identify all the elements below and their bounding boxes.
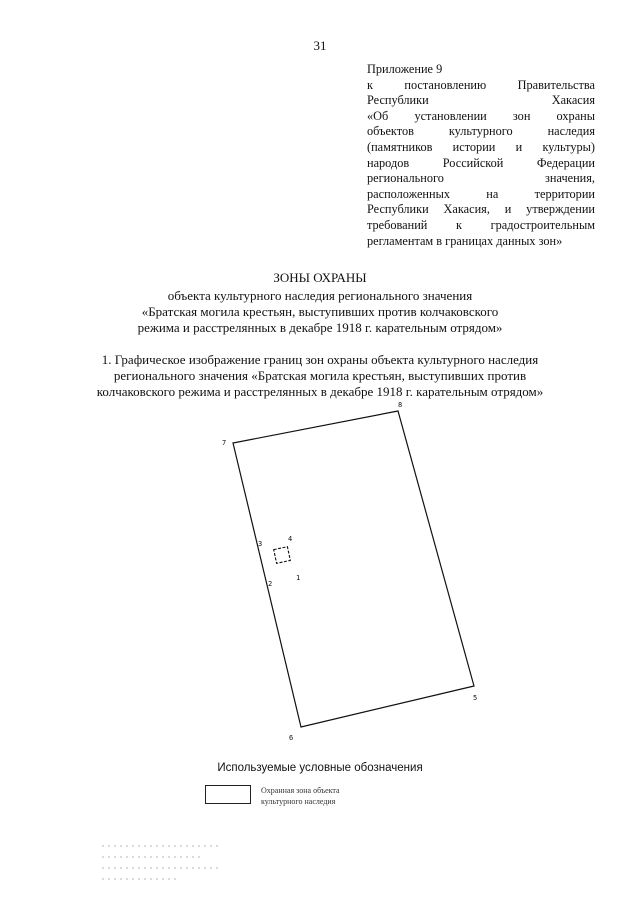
appendix-line: Республики Хакасия, и утверждении [367,202,595,217]
appendix-line: Приложение 9 [367,62,443,76]
appendix-line: к постановлению Правительства [367,77,595,92]
heading-line: объекта культурного наследия регионального значения [167,288,473,303]
point-label: 1 [296,574,301,582]
point-label: 7 [222,439,227,447]
point-label: 5 [473,694,478,702]
faded-stamp [100,843,230,893]
section-line: регионального значения «Братская могила крестьян, выступивших против [113,368,527,383]
stamp-line [100,854,200,860]
legend-label [261,785,340,807]
legend-title: Используемые условные обозначения [217,762,423,774]
legend-label-line: Охранная зона объекта [261,786,340,795]
monument-marker [274,547,291,564]
protection-zone-boundary [233,411,474,727]
section-line: 1. Графическое изображение границ зон охраны объекта культурного наследия [101,352,539,367]
heading-line: «Братская могила крестьян, выступивших против колчаковского [141,304,499,319]
appendix-line: (памятников истории и культуры) [367,139,595,154]
point-label: 3 [258,540,263,548]
point-label: 6 [289,734,294,742]
stamp-line [100,876,180,882]
appendix-line: Республики Хакасия [367,93,595,108]
stamp-line [100,843,220,849]
appendix-line: «Об установлении зон охраны [367,108,595,123]
appendix-line: народов Российской Федерации [367,155,595,170]
section-line: колчаковского режима и расстрелянных в декабре 1918 г. карательным отрядом» [96,384,544,399]
appendix-line: объектов культурного наследия [367,124,595,139]
stamp-line [100,865,220,871]
appendix-line: требований к градостроительным [367,217,595,232]
appendix-line: регионального значения, [367,171,595,186]
appendix-line: расположенных на территории [367,186,595,201]
heading-title: ЗОНЫ ОХРАНЫ [273,270,367,285]
appendix-line: регламентам в границах данных зон» [367,233,563,248]
legend-swatch [205,785,251,804]
point-label: 4 [288,535,293,543]
heading-line: режима и расстрелянных в декабре 1918 г. карательным отрядом» [137,320,503,335]
point-label: 2 [268,580,273,588]
legend-label-line: культурного наследия [261,797,336,806]
page-number: 31 [313,38,327,53]
point-label: 8 [398,401,403,409]
